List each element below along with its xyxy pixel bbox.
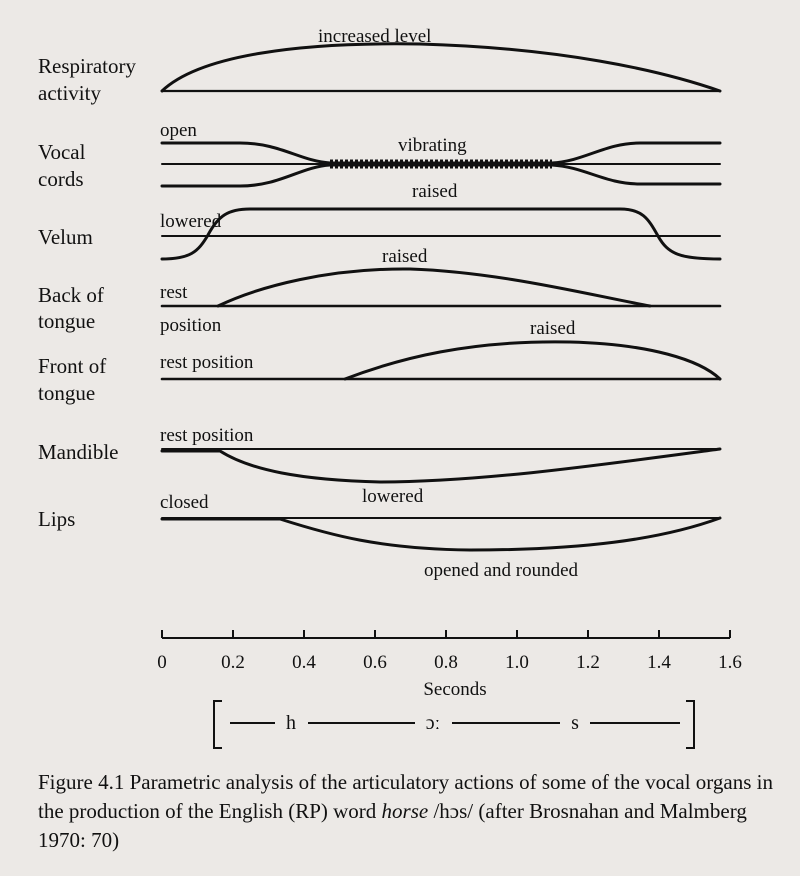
- annotation-closed: closed: [160, 492, 209, 513]
- tick-label-0-2: 0.2: [221, 652, 245, 673]
- annotation-open: open: [160, 120, 197, 141]
- figure-caption: [38, 768, 778, 855]
- annotation-mandible-lowered: lowered: [362, 486, 424, 507]
- tick-label-1-4: 1.4: [647, 652, 671, 673]
- row-label-vocal-line1: Vocal: [38, 140, 86, 164]
- segment-s: s: [571, 712, 579, 734]
- annotation-rest: rest: [160, 282, 188, 303]
- caption-part1: Figure 4.1 Parametric analysis of the articulatory actions of some of the vocal organs in the production of the English (RP) word: [38, 770, 773, 823]
- row-label-back-tongue-line2: tongue: [38, 309, 96, 333]
- respiratory-curve: [162, 44, 720, 91]
- row-label-respiratory-line1: Respiratory: [38, 54, 136, 78]
- row-label-front-tongue-line2: tongue: [38, 381, 96, 405]
- tick-label-0: 0: [157, 652, 167, 673]
- row-label-lips: Lips: [38, 507, 76, 531]
- annotation-increased-level: increased level: [318, 26, 432, 47]
- annotation-position: position: [160, 315, 222, 336]
- axis-title-seconds: Seconds: [423, 679, 487, 700]
- annotation-back-tongue-raised: raised: [382, 246, 428, 267]
- annotation-front-tongue-raised: raised: [530, 318, 576, 339]
- row-label-back-tongue-line1: Back of: [38, 283, 104, 307]
- segment-h: h: [286, 712, 296, 734]
- back-tongue-curve: [218, 269, 650, 306]
- row-label-vocal-line2: cords: [38, 167, 84, 191]
- row-label-front-tongue-line1: Front of: [38, 354, 107, 378]
- row-label-mandible: Mandible: [38, 440, 119, 464]
- front-tongue-curve: [345, 342, 720, 379]
- caption-part2: /hɔs/ (after Brosnahan and Malmberg 1970: 70): [38, 799, 747, 852]
- annotation-opened-and-rounded: opened and rounded: [424, 560, 579, 581]
- velum-curve: [162, 209, 720, 259]
- tick-label-1-2: 1.2: [576, 652, 600, 673]
- annotation-vibrating: vibrating: [398, 135, 467, 156]
- annotation-lowered: lowered: [160, 211, 222, 232]
- tick-label-0-6: 0.6: [363, 652, 387, 673]
- lips-curve: [162, 518, 720, 550]
- row-label-velum: Velum: [38, 225, 93, 249]
- tick-label-0-8: 0.8: [434, 652, 458, 673]
- annotation-mandible-rest-position: rest position: [160, 425, 254, 446]
- tick-label-1-0: 1.0: [505, 652, 529, 673]
- caption-word: horse: [381, 799, 429, 823]
- segment-open-o: ɔː: [425, 712, 441, 734]
- annotation-velum-raised: raised: [412, 181, 458, 202]
- tick-label-1-6: 1.6: [718, 652, 742, 673]
- row-label-respiratory-line2: activity: [38, 81, 101, 105]
- tick-label-0-4: 0.4: [292, 652, 316, 673]
- mandible-curve: [162, 449, 720, 482]
- segment-bracket-left: [214, 701, 222, 748]
- annotation-front-tongue-rest-position: rest position: [160, 352, 254, 373]
- segment-bracket-right: [686, 701, 694, 748]
